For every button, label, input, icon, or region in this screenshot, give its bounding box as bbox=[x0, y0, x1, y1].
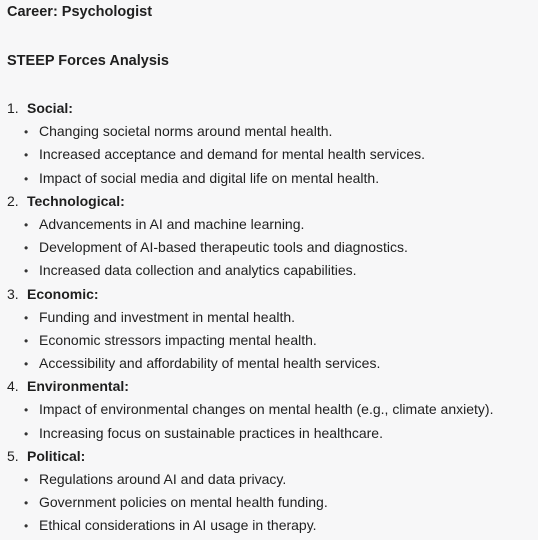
section-number: 1. bbox=[7, 100, 19, 116]
steep-section-list bbox=[7, 99, 535, 540]
bullet-icon: • bbox=[24, 519, 29, 534]
bullet-text: Ethical considerations in AI usage in therapy. bbox=[39, 517, 317, 534]
list-item bbox=[7, 331, 535, 354]
bullet-text: Changing societal norms around mental health. bbox=[39, 123, 333, 140]
section-heading bbox=[7, 99, 535, 122]
section-label: Social: bbox=[27, 100, 73, 116]
list-item bbox=[7, 238, 535, 261]
steep-section bbox=[7, 285, 535, 378]
section-heading bbox=[7, 377, 535, 400]
section-heading bbox=[7, 192, 535, 215]
section-heading bbox=[7, 447, 535, 470]
section-number: 3. bbox=[7, 285, 19, 302]
bullet-text: Increased data collection and analytics capabilities. bbox=[39, 262, 357, 279]
section-number: 5. bbox=[7, 447, 19, 464]
bullet-icon: • bbox=[24, 217, 29, 232]
list-item bbox=[7, 308, 535, 331]
bullet-list bbox=[7, 308, 535, 378]
list-item bbox=[7, 169, 535, 192]
list-item bbox=[7, 424, 535, 447]
list-item bbox=[7, 493, 535, 516]
bullet-icon: • bbox=[24, 171, 29, 186]
bullet-list bbox=[7, 215, 535, 285]
steep-section bbox=[7, 192, 535, 285]
list-item bbox=[7, 516, 535, 539]
bullet-icon: • bbox=[24, 264, 29, 279]
steep-section bbox=[7, 377, 535, 447]
list-item bbox=[7, 400, 535, 423]
analysis-title: STEEP Forces Analysis bbox=[7, 53, 169, 69]
bullet-text: Impact of environmental changes on mental health (e.g., climate anxiety). bbox=[39, 401, 494, 418]
bullet-icon: • bbox=[24, 125, 29, 140]
bullet-icon: • bbox=[24, 473, 29, 487]
bullet-icon: • bbox=[24, 426, 29, 441]
bullet-list bbox=[7, 400, 535, 446]
bullet-text: Development of AI-based therapeutic tools and diagnostics. bbox=[39, 239, 408, 256]
career-heading: Career: Psychologist bbox=[7, 4, 153, 20]
bullet-text: Accessibility and affordability of mental health services. bbox=[39, 355, 381, 372]
list-item bbox=[7, 354, 535, 377]
bullet-text: Impact of social media and digital life on mental health. bbox=[39, 169, 380, 186]
bullet-text: Government policies on mental health funding. bbox=[39, 494, 328, 511]
bullet-text: Regulations around AI and data privacy. bbox=[39, 471, 287, 487]
list-item bbox=[7, 261, 535, 284]
bullet-icon: • bbox=[24, 496, 29, 511]
section-label: Environmental: bbox=[27, 378, 129, 395]
bullet-text: Advancements in AI and machine learning. bbox=[39, 215, 305, 232]
list-item bbox=[7, 145, 535, 168]
list-item bbox=[7, 470, 535, 493]
bullet-icon: • bbox=[24, 148, 29, 163]
steep-section bbox=[7, 447, 535, 540]
steep-section bbox=[7, 99, 535, 192]
bullet-list bbox=[7, 470, 535, 540]
bullet-text: Increasing focus on sustainable practices in healthcare. bbox=[39, 424, 383, 441]
section-number: 4. bbox=[7, 378, 19, 395]
bullet-icon: • bbox=[24, 403, 29, 418]
bullet-icon: • bbox=[24, 241, 29, 256]
list-item bbox=[7, 215, 535, 238]
bullet-list bbox=[7, 122, 535, 192]
section-label: Economic: bbox=[27, 285, 99, 302]
section-number: 2. bbox=[7, 192, 19, 209]
section-label: Technological: bbox=[27, 192, 125, 209]
bullet-icon: • bbox=[24, 333, 29, 348]
section-heading bbox=[7, 285, 535, 308]
bullet-text: Economic stressors impacting mental health. bbox=[39, 331, 317, 348]
bullet-icon: • bbox=[24, 310, 29, 325]
bullet-text: Increased acceptance and demand for mental health services. bbox=[39, 146, 426, 163]
list-item bbox=[7, 122, 535, 145]
bullet-icon: • bbox=[24, 357, 29, 372]
bullet-text: Funding and investment in mental health. bbox=[39, 308, 296, 325]
section-label: Political: bbox=[27, 447, 86, 464]
